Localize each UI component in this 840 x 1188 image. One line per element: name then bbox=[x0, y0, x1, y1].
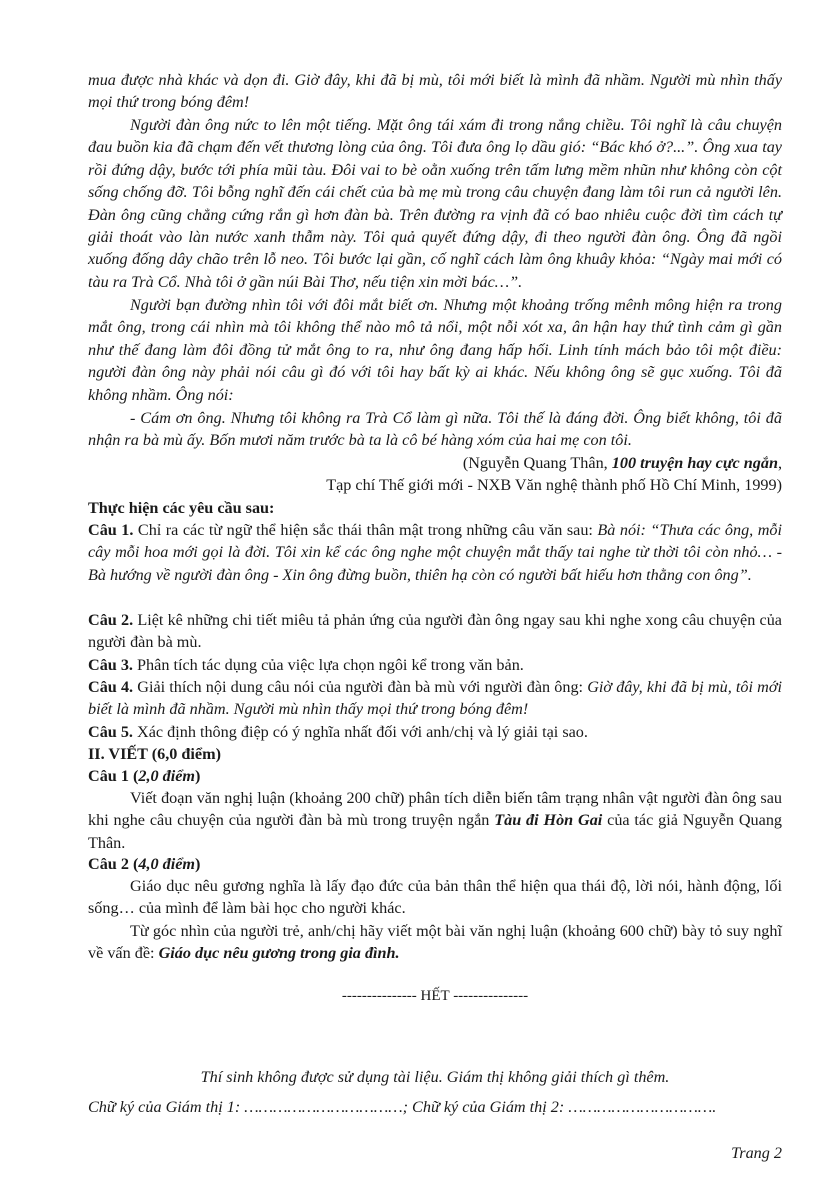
writing-q1-points: 2,0 điểm bbox=[138, 767, 196, 785]
tasks-heading: Thực hiện các yêu cầu sau: bbox=[88, 499, 275, 517]
question-1-text: Chỉ ra các từ ngữ thể hiện sắc thái thân mật trong những câu văn sau: bbox=[133, 521, 598, 539]
question-3-text: Phân tích tác dụng của việc lựa chọn ngôi kể trong văn bản. bbox=[132, 656, 524, 674]
writing-q1-text-after: của tác giả Nguyễn Quang Thân. bbox=[88, 811, 783, 852]
writing-q1-close: ) bbox=[195, 767, 201, 785]
writing-q2-close: ) bbox=[195, 855, 201, 873]
source-citation bbox=[88, 452, 782, 497]
writing-question-2-prompt bbox=[88, 920, 782, 965]
question-1-label: Câu 1. bbox=[88, 521, 134, 539]
proctor-signatures: Chữ ký của Giám thị 1: ……………………………; Chữ ký của Giám thị 2: …………………………. bbox=[88, 1098, 717, 1116]
passage-paragraph-1: Người đàn ông nức to lên một tiếng. Mặt ông tái xám đi trong nắng chiều. Tôi nghĩ là câu chuyện đau buồn kia đã chạm đến vết thương lòng của ông. Tôi đưa ông lọ dầu gió: “Bác khó ở?...”. Ông xua tay rồi đứng dậy, bước tới phía mũi tàu. Đôi vai to bè oằn xuống trên tấm lưng mềm nhũn như không còn cột sống chống đỡ. Tôi bỗng nghĩ đến cái chết của bà mẹ mù trong câu chuyện đang làm tôi run cả người lên. Đàn ông cũng chẳng cứng rắn gì hơn đàn bà. Trên đường ra vịnh đã có bao nhiêu cuộc đời tìm cách tự giải thoát vào làn nước xanh thẫm này. Tôi quả quyết đứng dậy, đi theo người đàn ông. Ông đã ngồi xuống đống dây chão trên lỗ neo. Tôi bước lại gần, cố nghĩ cách làm ông khuây khỏa: “Ngày mai mới có tàu ra Trà Cổ. Nhà tôi ở gần núi Bài Thơ, nếu tiện xin mời bác…”. bbox=[88, 116, 782, 291]
question-4-label: Câu 4. bbox=[88, 678, 134, 696]
question-1-quote: Bà nói: “Thưa các ông, mỗi cây mỗi hoa mới gọi là đời. Tôi xin kể các ông nghe một chuyện mắt thấy tai nghe từ thời tôi còn nhỏ… - Bà hướng về người đàn ông - Xin ông đừng buồn, thiên hạ còn có người bất hiếu hơn thằng con ông”. bbox=[88, 521, 782, 584]
question-5-label: Câu 5. bbox=[88, 723, 133, 741]
source-publisher: Tạp chí Thế giới mới - NXB Văn nghệ thành phố Hồ Chí Minh, 1999) bbox=[326, 476, 782, 495]
question-3 bbox=[88, 654, 782, 676]
question-4-quote: Giờ đây, khi đã bị mù, tôi mới biết là mình đã nhầm. Người mù nhìn thấy mọi thứ trong bóng đêm! bbox=[88, 678, 782, 719]
writing-q1-title: Tàu đi Hòn Gai bbox=[494, 811, 603, 830]
source-author: (Nguyễn Quang Thân, bbox=[462, 454, 612, 472]
writing-q1-text-before: Viết đoạn văn nghị luận (khoảng 200 chữ) phân tích diễn biến tâm trạng nhân vật người đàn ông sau khi nghe câu chuyện của người đàn bà mù trong truyện ngắn bbox=[88, 789, 782, 830]
passage-paragraph-0: mua được nhà khác và dọn đi. Giờ đây, khi đã bị mù, tôi mới biết là mình đã nhầm. Người mù nhìn thấy mọi thứ trong bóng đêm! bbox=[88, 71, 782, 112]
question-3-label: Câu 3. bbox=[88, 656, 133, 674]
writing-question-2-definition: Giáo dục nêu gương nghĩa là lấy đạo đức của bản thân thể hiện qua thái độ, lời nói, hành động, lối sống… của mình để làm bài học cho người khác. bbox=[88, 877, 782, 918]
writing-q2-points: 4,0 điểm bbox=[138, 855, 196, 873]
question-5-text: Xác định thông điệp có ý nghĩa nhất đối với anh/chị và lý giải tại sao. bbox=[132, 723, 588, 741]
question-5 bbox=[88, 721, 782, 743]
question-2-label: Câu 2. bbox=[88, 611, 134, 629]
writing-question-2-heading bbox=[88, 853, 782, 875]
question-4 bbox=[88, 676, 782, 721]
writing-q2-prompt-text: Từ góc nhìn của người trẻ, anh/chị hãy viết một bài văn nghị luận (khoảng 600 chữ) bày tỏ suy nghĩ về vấn đề: bbox=[88, 922, 782, 963]
end-marker: --------------- HẾT --------------- bbox=[341, 988, 529, 1004]
writing-q1-label: Câu 1 ( bbox=[88, 767, 139, 785]
page-number: Trang 2 bbox=[731, 1144, 782, 1162]
exam-note: Thí sinh không được sử dụng tài liệu. Giám thị không giải thích gì thêm. bbox=[200, 1068, 670, 1086]
writing-q2-label: Câu 2 ( bbox=[88, 855, 139, 873]
writing-question-1-text bbox=[88, 787, 782, 854]
source-comma: , bbox=[777, 454, 782, 472]
source-book-title: 100 truyện hay cực ngắn bbox=[611, 454, 778, 472]
writing-q2-topic: Giáo dục nêu gương trong gia đình. bbox=[158, 944, 400, 963]
question-1 bbox=[88, 519, 782, 586]
question-2-text: Liệt kê những chi tiết miêu tả phản ứng của người đàn ông ngay sau khi nghe xong câu chuyện của người đàn bà mù. bbox=[88, 611, 782, 652]
writing-heading: II. VIẾT (6,0 điểm) bbox=[88, 745, 221, 763]
writing-question-1-heading bbox=[88, 765, 782, 787]
passage-paragraph-3: - Cám ơn ông. Nhưng tôi không ra Trà Cổ làm gì nữa. Tôi thế là đáng đời. Ông biết không, tôi đã nhận ra bà mù ấy. Bốn mươi năm trước bà ta là cô bé hàng xóm của hai mẹ con tôi. bbox=[88, 409, 782, 450]
question-2 bbox=[88, 609, 782, 654]
passage-paragraph-2: Người bạn đường nhìn tôi với đôi mắt biết ơn. Nhưng một khoảng trống mênh mông hiện ra trong mắt ông, trong cái nhìn mà tôi không thể nào mô tả nổi, một nỗi xót xa, ân hận hay thứ tình cảm gì gần như thế đang làm đôi đồng tử mắt ông to ra, như ông đang hấp hối. Linh tính mách bảo tôi một điều: người đàn ông này phải nói câu gì đó với tôi hay bất kỳ ai khác. Nếu không ông sẽ gục xuống. Tôi đã không nhầm. Ông nói: bbox=[88, 296, 782, 404]
question-4-text: Giải thích nội dung câu nói của người đàn bà mù với người đàn ông: bbox=[133, 678, 588, 696]
